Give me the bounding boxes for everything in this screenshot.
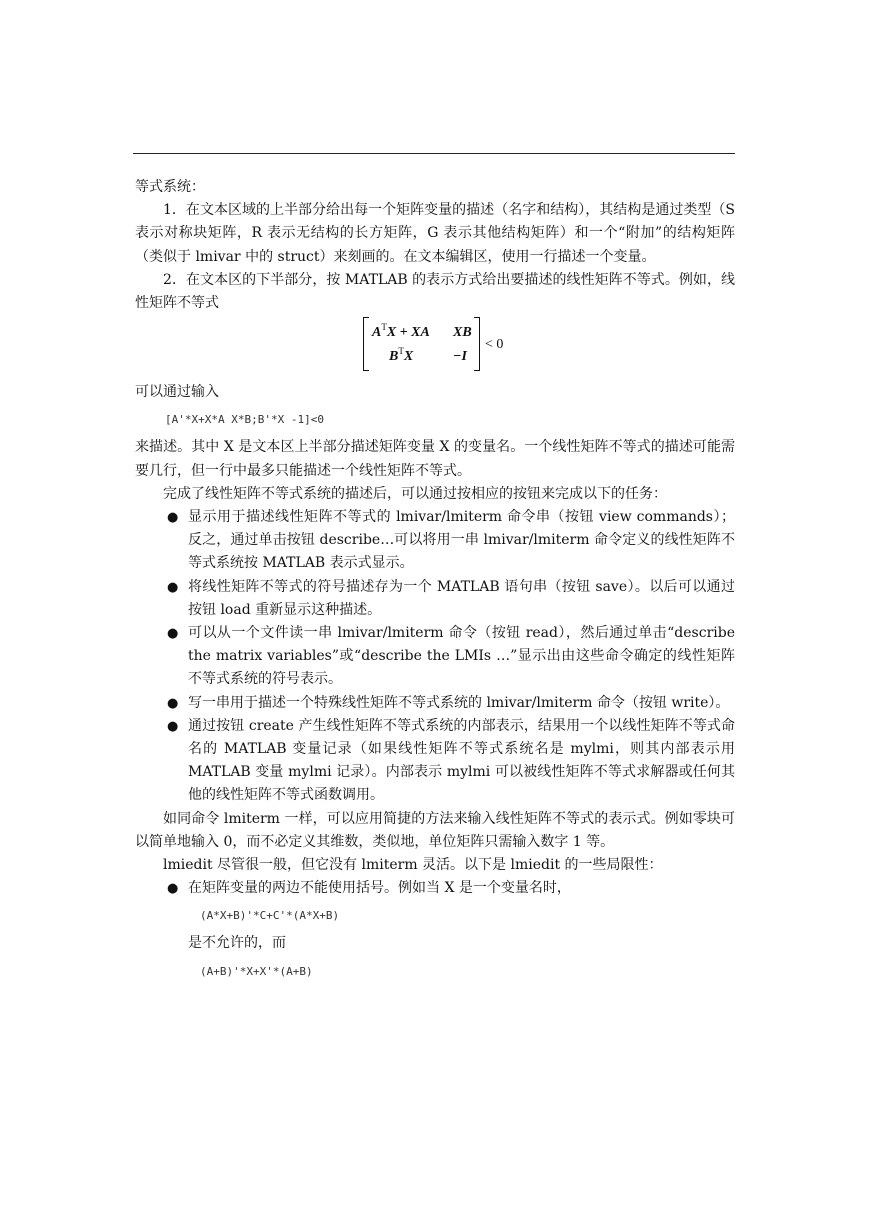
- paragraph-8: 是不允许的，而: [188, 935, 286, 952]
- paragraph-2: 2．在文本区的下半部分，按 MATLAB 的表示方式给出要描述的线性矩阵不等式。例如，线性矩阵不等式: [135, 271, 735, 312]
- paragraph-4: 来描述。其中 X 是文本区上半部分描述矩阵变量 X 的变量名。一个线性矩阵不等式的描述可能需要几行，但一行中最多只能描述一个线性矩阵不等式。: [135, 439, 735, 479]
- list-item: ● 写一串用于描述一个特殊线性矩阵不等式系统的 lmivar/lmiterm 命令（按钮 write）。: [135, 692, 735, 715]
- formula-r2c1: $B^TX$: [389, 346, 414, 365]
- list-item: ● 在矩阵变量的两边不能使用括号。例如当 X 是一个变量名时，: [135, 877, 735, 900]
- bullet-icon: ●: [167, 510, 179, 526]
- code-example-3: (A+B)'*X+X'*(A+B): [200, 964, 313, 978]
- header-rule: [133, 153, 735, 154]
- list-item: ● 将线性矩阵不等式的符号描述存为一个 MATLAB 语句串（按钮 save）。以后可以通过按钮 load 重新显示这种描述。: [135, 576, 735, 622]
- list-item: ● 显示用于描述线性矩阵不等式的 lmivar/lmiterm 命令串（按钮 view commands）；反之，通过单击按钮 describe…可以将用一串 lmivar/lmiterm 命令定义的线性矩阵不等式系统按 MATLAB 表示式显示。: [135, 506, 735, 576]
- paragraph-6: 如同命令 lmiterm 一样，可以应用简捷的方法来输入线性矩阵不等式的表示式。例如零块可以简单地输入 0，而不必定义其维数，类似地，单位矩阵只需输入数字 1 等。: [135, 810, 735, 850]
- list-item: ● 可以从一个文件读一串 lmivar/lmiterm 命令（按钮 read），然后通过单击“describe the matrix variables”或“describe the LMIs …”显示出由这些命令确定的线性矩阵不等式系统的符号表示。: [135, 622, 735, 692]
- bullet-icon: ●: [167, 626, 179, 642]
- formula-rhs: < 0: [485, 337, 504, 353]
- limitation-list: [135, 877, 735, 900]
- paragraph-7: lmiedit 尽管很一般，但它没有 lmiterm 灵活。以下是 lmiedit 的一些局限性：: [163, 857, 663, 874]
- formula-r1c2: XB: [453, 325, 472, 341]
- document-body: [135, 176, 735, 988]
- formula-r2c2: −I: [453, 349, 467, 365]
- paragraph-1: 1．在文本区域的上半部分给出每一个矩阵变量的描述（名字和结构），其结构是通过类型（S 表示对称块矩阵，R 表示无结构的长方矩阵，G 表示其他结构矩阵）和一个“附加”的结构矩阵（类似于 lmivar 中的 struct）来刻画的。在文本编辑区，使用一行描述一个变量。: [135, 202, 735, 265]
- left-bracket: [363, 317, 369, 371]
- lmi-formula: [135, 317, 735, 375]
- bullet-icon: ●: [167, 579, 179, 595]
- formula-r1c1: $A^TX$ + XA: [372, 322, 430, 341]
- code-example-1: [A'*X+X*A X*B;B'*X -1]<0: [165, 413, 324, 427]
- bullet-icon: ●: [167, 881, 179, 897]
- bullet-icon: ●: [167, 718, 179, 734]
- paragraph-3: 可以通过输入: [135, 384, 219, 401]
- right-bracket: [474, 317, 480, 371]
- bullet-icon: ●: [167, 695, 179, 711]
- intro-line: 等式系统：: [135, 179, 205, 195]
- list-item: ● 通过按钮 create 产生线性矩阵不等式系统的内部表示，结果用一个以线性矩阵不等式命名的 MATLAB 变量记录（如果线性矩阵不等式系统名是 mylmi，则其内部表示用 MATLAB 变量 mylmi 记录）。内部表示 mylmi 可以被线性矩阵不等式求解器或任何其他的线性矩阵不等式函数调用。: [135, 715, 735, 808]
- paragraph-5: 完成了线性矩阵不等式系统的描述后，可以通过按相应的按钮来完成以下的任务：: [163, 485, 667, 502]
- feature-list: [135, 506, 735, 808]
- code-example-2: (A*X+B)'*C+C'*(A*X+B): [200, 909, 340, 923]
